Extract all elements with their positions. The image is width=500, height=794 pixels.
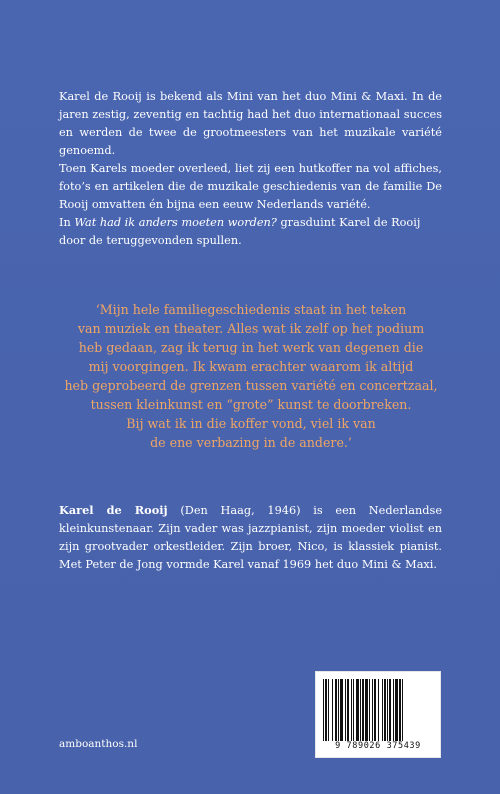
publisher-website: amboanthos.nl (59, 738, 138, 750)
blurb-paragraph-2: Toen Karels moeder overleed, liet zij een hutkoffer na vol affiches, foto’s en artikelen die de muzikale geschiedenis van de familie De Rooij omvatten én bijna een eeuw Nederlands variété. (59, 162, 442, 211)
isbn-barcode (315, 671, 441, 758)
author-bio (59, 501, 442, 574)
quote-line: mij voorgingen. Ik kwam erachter waarom ik altijd (88, 359, 414, 374)
author-bio-text: (Den Haag, 1946) is een Nederlandse kleinkunstenaar. Zijn vader was jazzpianist, zijn moeder violist en zijn grootvader orkestleider. Zijn broer, Nico, is klassiek pianist. Met Peter de Jong vormde Karel vanaf 1969 het duo Mini & Maxi. (59, 504, 443, 571)
isbn-number: 9 789026 375439 (335, 741, 421, 751)
book-title-italic: Wat had ik anders moeten worden? (74, 216, 277, 229)
quote-line: ‘Mijn hele familiegeschiedenis staat in het teken (95, 302, 407, 317)
quote-line: heb geprobeerd de grenzen tussen variété en concertzaal, (64, 378, 438, 393)
quote-line: Bij wat ik in die koffer vond, viel ik van (126, 416, 376, 431)
quote-line: heb gedaan, zag ik terug in het werk van degenen die (78, 340, 424, 355)
barcode-bars (322, 679, 434, 741)
quote-line: van muziek en theater. Alles wat ik zelf op het podium (77, 321, 425, 336)
blurb-paragraph-3-prefix: In (59, 216, 75, 229)
quote-line: de ene verbazing in de andere.’ (150, 435, 352, 450)
author-name: Karel de Rooij (59, 503, 168, 517)
quote-line: tussen kleinkunst en “grote” kunst te doorbreken. (90, 397, 412, 412)
author-quote (56, 300, 446, 452)
book-blurb (59, 88, 442, 250)
blurb-paragraph-1: Karel de Rooij is bekend als Mini van het duo Mini & Maxi. In de jaren zestig, zeventig en tachtig had het duo internationaal succes en werden de twee de grootmeesters van het muzikale variété genoemd. (59, 90, 442, 157)
blurb-paragraph-3-suffix: grasduint Karel de Rooij door de teruggevonden spullen. (59, 216, 421, 247)
blurb-paragraph-3 (59, 214, 442, 250)
